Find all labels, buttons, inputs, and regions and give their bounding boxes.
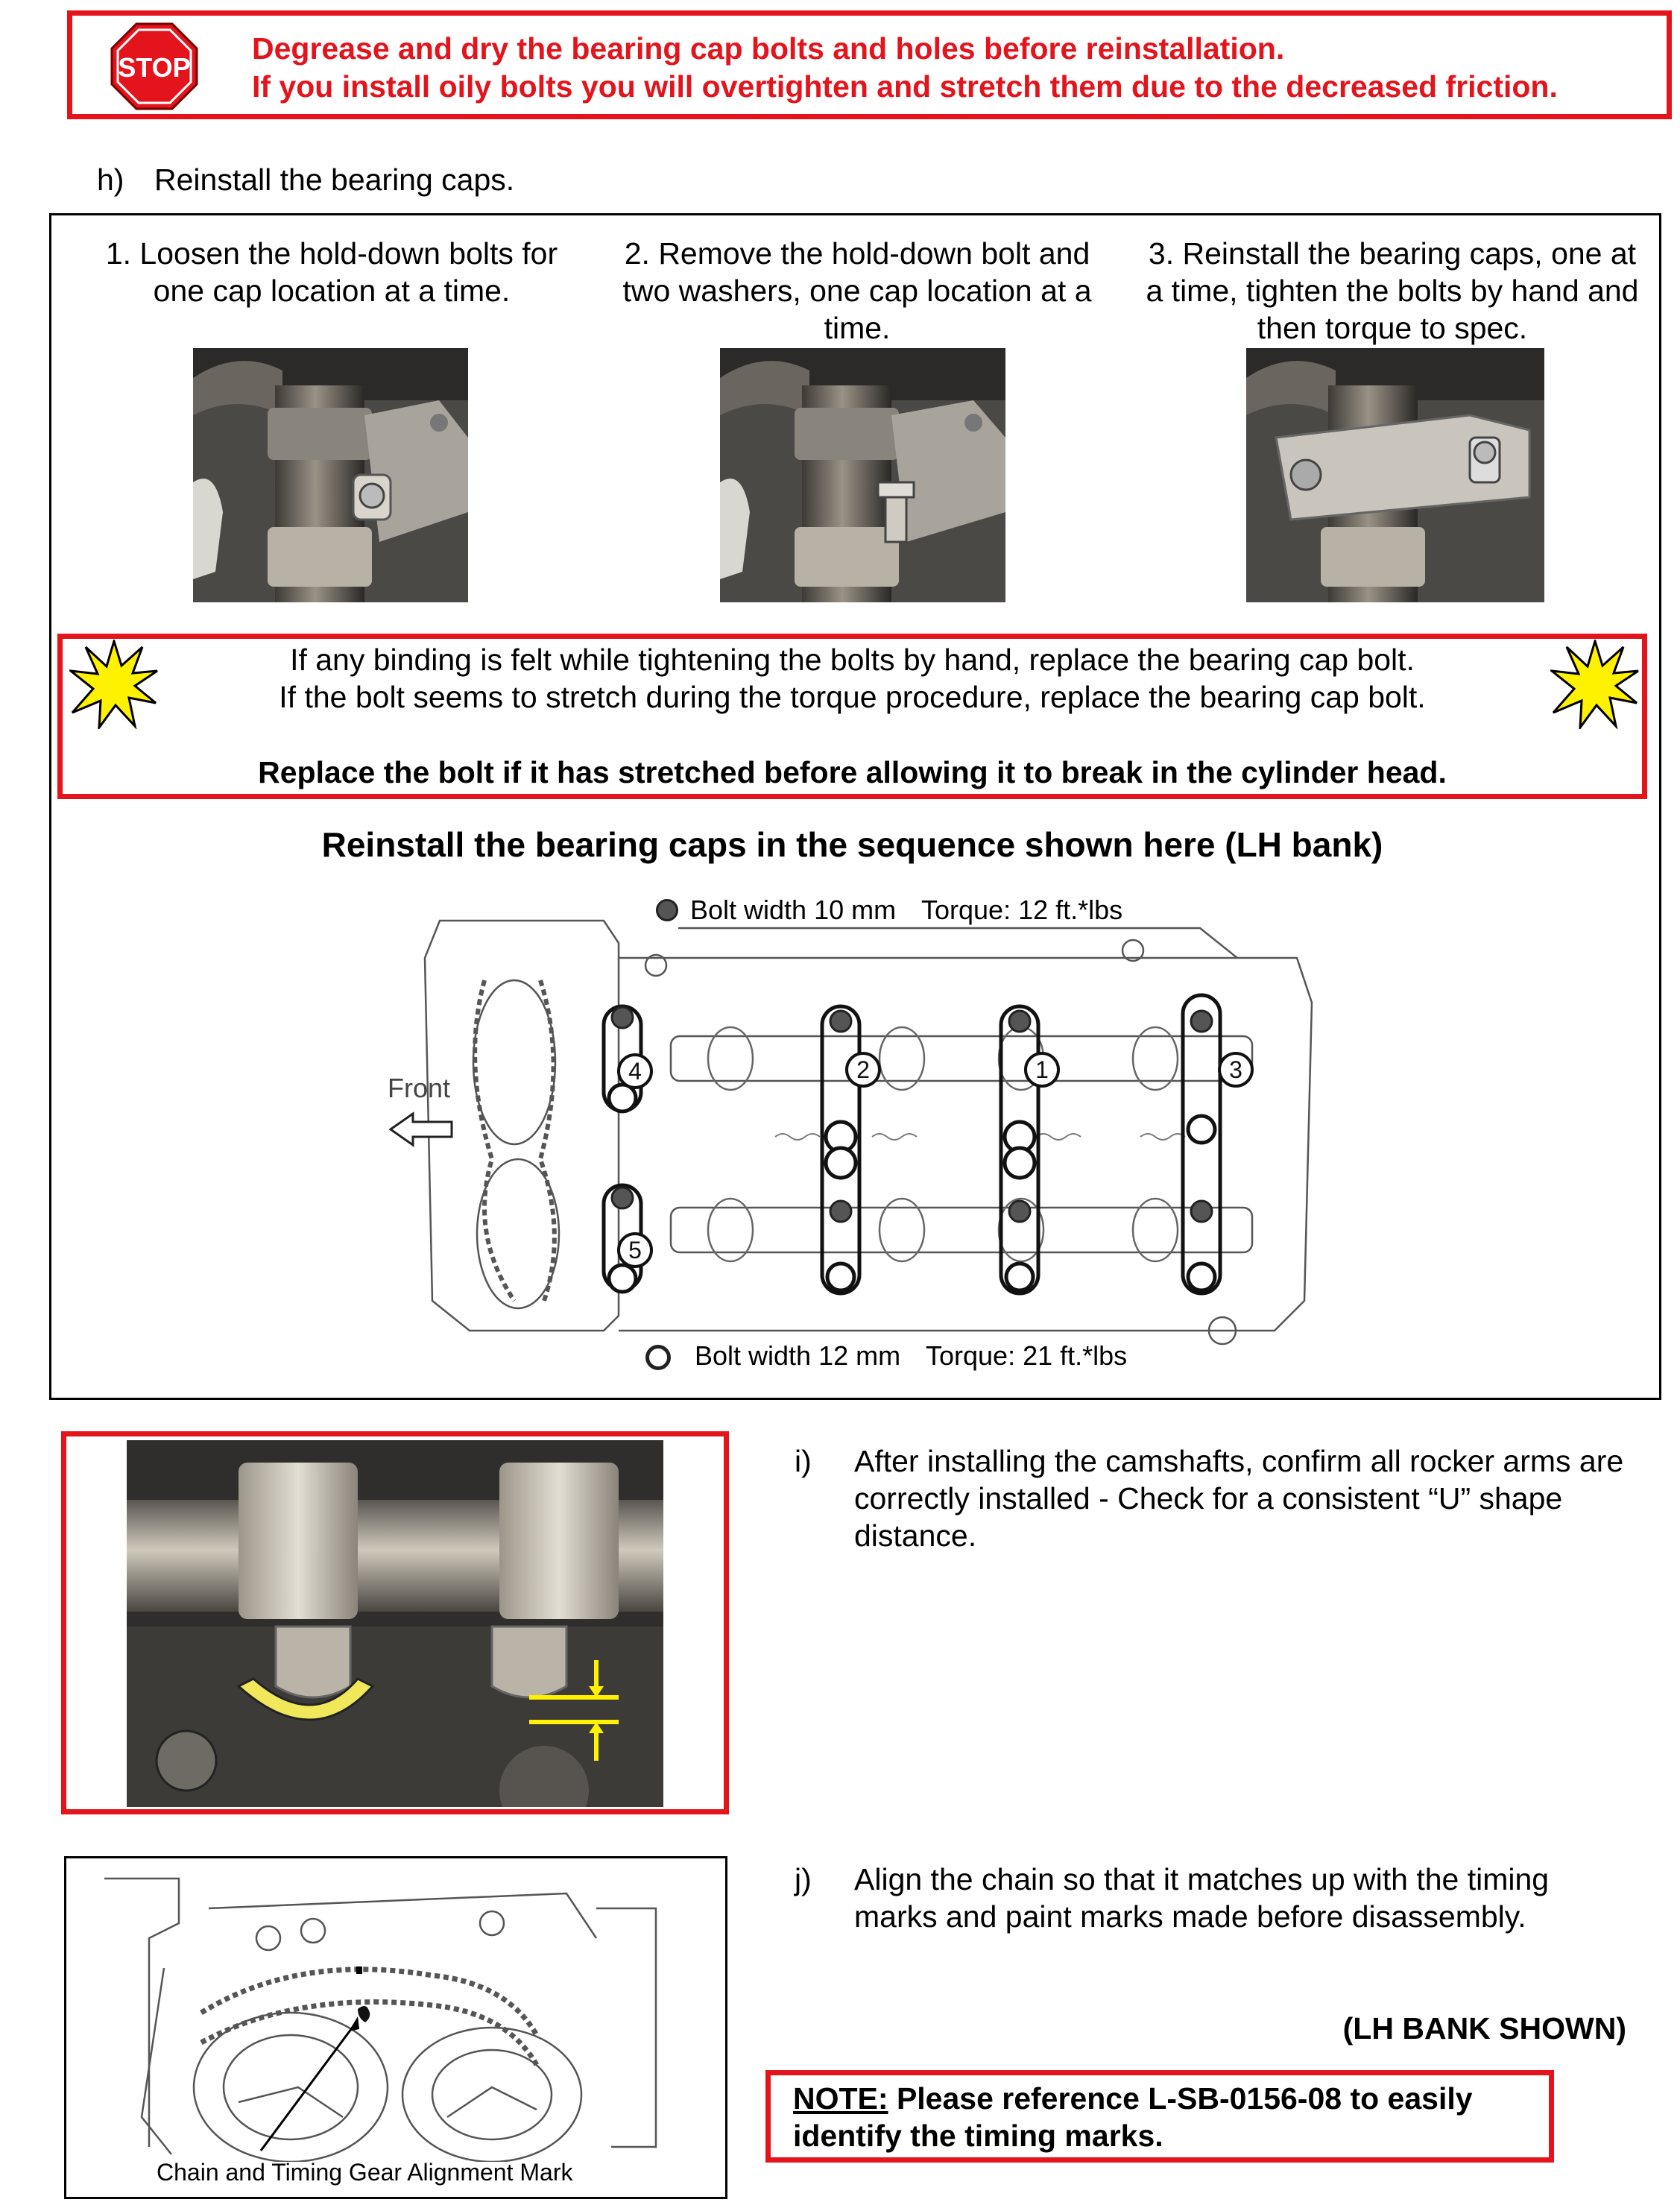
cap-number-4: 4 — [628, 1058, 642, 1085]
step-3-photo — [1246, 348, 1544, 602]
step-h-letter: h) — [97, 163, 124, 197]
bolt-12mm-icon — [645, 1345, 671, 1370]
step-1-photo — [193, 348, 468, 602]
note-text — [793, 2080, 1538, 2154]
cap-number-2: 2 — [856, 1056, 870, 1083]
step-j-text: Align the chain so that it matches up with the timing marks and paint marks made before disassembly. — [854, 1862, 1550, 1934]
front-arrow-icon — [388, 1111, 455, 1148]
cap-number-1: 1 — [1035, 1056, 1049, 1083]
step-i-letter: i) — [795, 1444, 812, 1478]
stop-sign-text: STOP — [118, 52, 191, 83]
legend-top-bolt: Bolt width 10 mm — [690, 895, 897, 925]
timing-figure-drawing — [75, 1864, 716, 2162]
front-label: Front — [388, 1073, 451, 1103]
legend-bottom-torque: Torque: 21 ft.*lbs — [926, 1340, 1128, 1371]
cap-number-5: 5 — [628, 1237, 642, 1264]
cap-number-3: 3 — [1229, 1056, 1242, 1083]
warning-line-3: Replace the bolt if it has stretched before allowing it to break in the cylinder head. — [258, 755, 1447, 789]
stop-line-2: If you install oily bolts you will overtighten and stretch them due to the decreased friction. — [252, 69, 1558, 104]
legend-bottom-bolt: Bolt width 12 mm — [695, 1340, 901, 1371]
timing-figure-label: Chain and Timing Gear Alignment Mark — [157, 2159, 573, 2186]
rocker-arm-photo — [127, 1440, 663, 1807]
warning-line-2: If the bolt seems to stretch during the torque procedure, replace the bearing cap bolt. — [279, 680, 1426, 714]
sequence-heading: Reinstall the bearing caps in the sequence shown here (LH bank) — [321, 825, 1383, 864]
step-2-caption: 2. Remove the hold-down bolt and two washers, one cap location at a time. — [622, 236, 1092, 345]
step-1-caption: 1. Loosen the hold-down bolts for one cap location at a time. — [105, 236, 558, 308]
stop-sign-icon — [110, 22, 198, 110]
stop-line-1: Degrease and dry the bearing cap bolts and holes before reinstallation. — [252, 31, 1285, 66]
bank-note: (LH BANK SHOWN) — [1342, 2011, 1626, 2046]
step-2-photo — [720, 348, 1005, 602]
note-label: NOTE: — [793, 2081, 888, 2116]
bearing-cap-diagram — [380, 913, 1342, 1346]
note-body: Please reference L-SB-0156-08 to easily identify the timing marks. — [793, 2081, 1473, 2153]
step-h-text: Reinstall the bearing caps. — [154, 163, 515, 197]
step-i-text: After installing the camshafts, confirm all rocker arms are correctly installed - Check for a consistent “U” shape distance. — [854, 1444, 1624, 1553]
legend-bottom — [645, 1339, 1212, 1376]
warning-line-1: If any binding is felt while tightening the bolts by hand, replace the bearing cap bolt. — [290, 643, 1415, 677]
legend-top-torque: Torque: 12 ft.*lbs — [921, 895, 1123, 925]
step-j-letter: j) — [795, 1862, 812, 1896]
step-3-caption: 3. Reinstall the bearing caps, one at a time, tighten the bolts by hand and then torque to spec. — [1146, 236, 1639, 345]
